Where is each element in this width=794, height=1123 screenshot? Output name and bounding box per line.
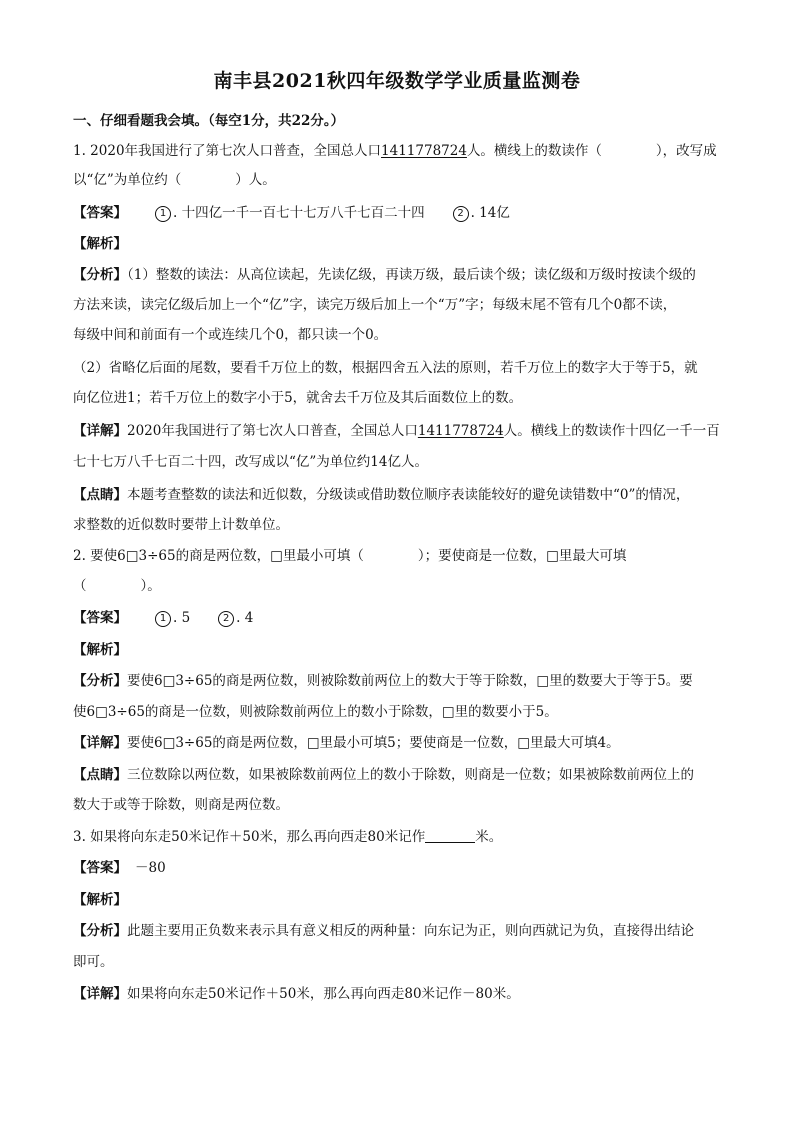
text-span: 【分析】 xyxy=(73,923,127,939)
text-span: 三位数除以两位数，如果被除数前两位上的数小于除数，则商是一位数；如果被除数前两位上的 xyxy=(127,767,694,783)
text-span: 1. 2020年我国进行了第七次人口普查，全国总人口 xyxy=(73,143,382,159)
q1-answer xyxy=(73,204,733,222)
q1-fenxi-line5: 向亿位进1；若千万位上的数字小于5，就舍去千万位及其后面数位上的数。 xyxy=(73,390,523,406)
q1-dianjing-line1 xyxy=(73,486,733,504)
text-span: 1411778724 xyxy=(417,423,504,439)
q1-fenxi-line2: 方法来读，读完亿级后加上一个“亿”字，读完万级后加上一个“万”字；每级末尾不管有几个0都不读， xyxy=(73,297,677,313)
text-span: 3. 如果将向东走50米记作＋50米，那么再向西走80米记作 xyxy=(73,829,426,845)
text-span: 【分析】 xyxy=(73,673,127,689)
answer-marker-2: 2 xyxy=(218,611,234,627)
text-span: 要使6□3÷65的商是两位数，则被除数前两位上的数大于等于除数，□里的数要大于等于5。要 xyxy=(127,673,693,689)
text-span: 【详解】 xyxy=(73,986,127,1002)
page-title: 南丰县2021秋四年级数学学业质量监测卷 xyxy=(213,70,581,92)
q3-answer xyxy=(73,859,733,877)
q2-stem-line1: 2. 要使6□3÷65的商是两位数，□里最小可填（ ）；要使商是一位数，□里最大可填 xyxy=(73,548,627,564)
q1-xiangjie-line2: 七十七万八千七百二十四，改写成以“亿”为单位约14亿人。 xyxy=(73,454,428,470)
q1-stem-line1 xyxy=(73,142,733,160)
text-span: 【答案】 xyxy=(73,860,127,876)
text-span: 米。 xyxy=(475,829,503,845)
text-span: 如果将向东走50米记作＋50米，那么再向西走80米记作－80米。 xyxy=(127,986,520,1002)
text-span: . 十四亿一千一百七十七万八千七百二十四 xyxy=(173,205,425,221)
text-span: 人。横线上的数读作（ ），改写成 xyxy=(466,143,717,159)
q2-xiangjie xyxy=(73,734,733,752)
answer-marker-1: 1 xyxy=(155,206,171,222)
text-span: 【点睛】 xyxy=(73,487,127,503)
text-span: 【详解】 xyxy=(73,735,127,751)
text-span: 【答案】 xyxy=(73,610,127,626)
text-span: 此题主要用正负数来表示具有意义相反的两种量：向东记为正，则向西就记为负，直接得出结论 xyxy=(127,923,694,939)
text-span: 人。横线上的数读作十四亿一千一百 xyxy=(503,423,720,439)
text-span: 2020年我国进行了第七次人口普查，全国总人口 xyxy=(127,423,418,439)
q3-jiexi-label: 【解析】 xyxy=(73,892,127,908)
answer-marker-2: 2 xyxy=(453,206,469,222)
text-span: 要使6□3÷65的商是两位数，□里最小可填5；要使商是一位数，□里最大可填4。 xyxy=(127,735,620,751)
text-span: （1）整数的读法：从高位读起，先读亿级，再读万级，最后读个级；读亿级和万级时按读个级的 xyxy=(127,267,696,283)
q1-fenxi-line1 xyxy=(73,266,733,284)
q1-xiangjie-line1 xyxy=(73,422,733,440)
text-span: . 14亿 xyxy=(470,205,510,221)
q2-dianjing-line2: 数大于或等于除数，则商是两位数。 xyxy=(73,797,289,813)
q3-stem xyxy=(73,828,733,846)
text-span: 【详解】 xyxy=(73,423,127,439)
text-span: . 5 xyxy=(173,610,191,626)
q2-answer xyxy=(73,609,733,627)
q3-fenxi-line2: 即可。 xyxy=(73,954,114,970)
q1-jiexi-label: 【解析】 xyxy=(73,236,127,252)
text-span: 【点睛】 xyxy=(73,767,127,783)
text-span: . 4 xyxy=(236,610,254,626)
answer-marker-1: 1 xyxy=(155,611,171,627)
text-span: 【分析】 xyxy=(73,267,127,283)
q2-fenxi-line1 xyxy=(73,672,733,690)
section-heading: 一、仔细看题我会填。（每空1分，共22分。） xyxy=(73,113,345,129)
q2-fenxi-line2: 使6□3÷65的商是一位数，则被除数前两位上的数小于除数，□里的数要小于5。 xyxy=(73,704,558,720)
q1-stem-line2: 以“亿”为单位约（ ）人。 xyxy=(73,172,276,188)
q1-fenxi-line4: （2）省略亿后面的尾数，要看千万位上的数，根据四舍五入法的原则，若千万位上的数字大于等于5，就 xyxy=(73,360,698,376)
text-span: －80 xyxy=(135,860,166,876)
q1-fenxi-line3: 每级中间和前面有一个或连续几个0，都只读一个0。 xyxy=(73,327,388,343)
text-span: 本题考查整数的读法和近似数，分级读或借助数位顺序表读能较好的避免读错数中“0”的情况， xyxy=(127,487,690,503)
q1-dianjing-line2: 求整数的近似数时要带上计数单位。 xyxy=(73,517,289,533)
q3-xiangjie xyxy=(73,985,733,1003)
q3-fenxi-line1 xyxy=(73,922,733,940)
text-span: 1411778724 xyxy=(381,143,467,159)
text-span: 【答案】 xyxy=(73,205,127,221)
q2-stem-line2: （ ）。 xyxy=(73,578,161,594)
answer-blank xyxy=(425,830,475,843)
q2-jiexi-label: 【解析】 xyxy=(73,642,127,658)
q2-dianjing-line1 xyxy=(73,766,733,784)
